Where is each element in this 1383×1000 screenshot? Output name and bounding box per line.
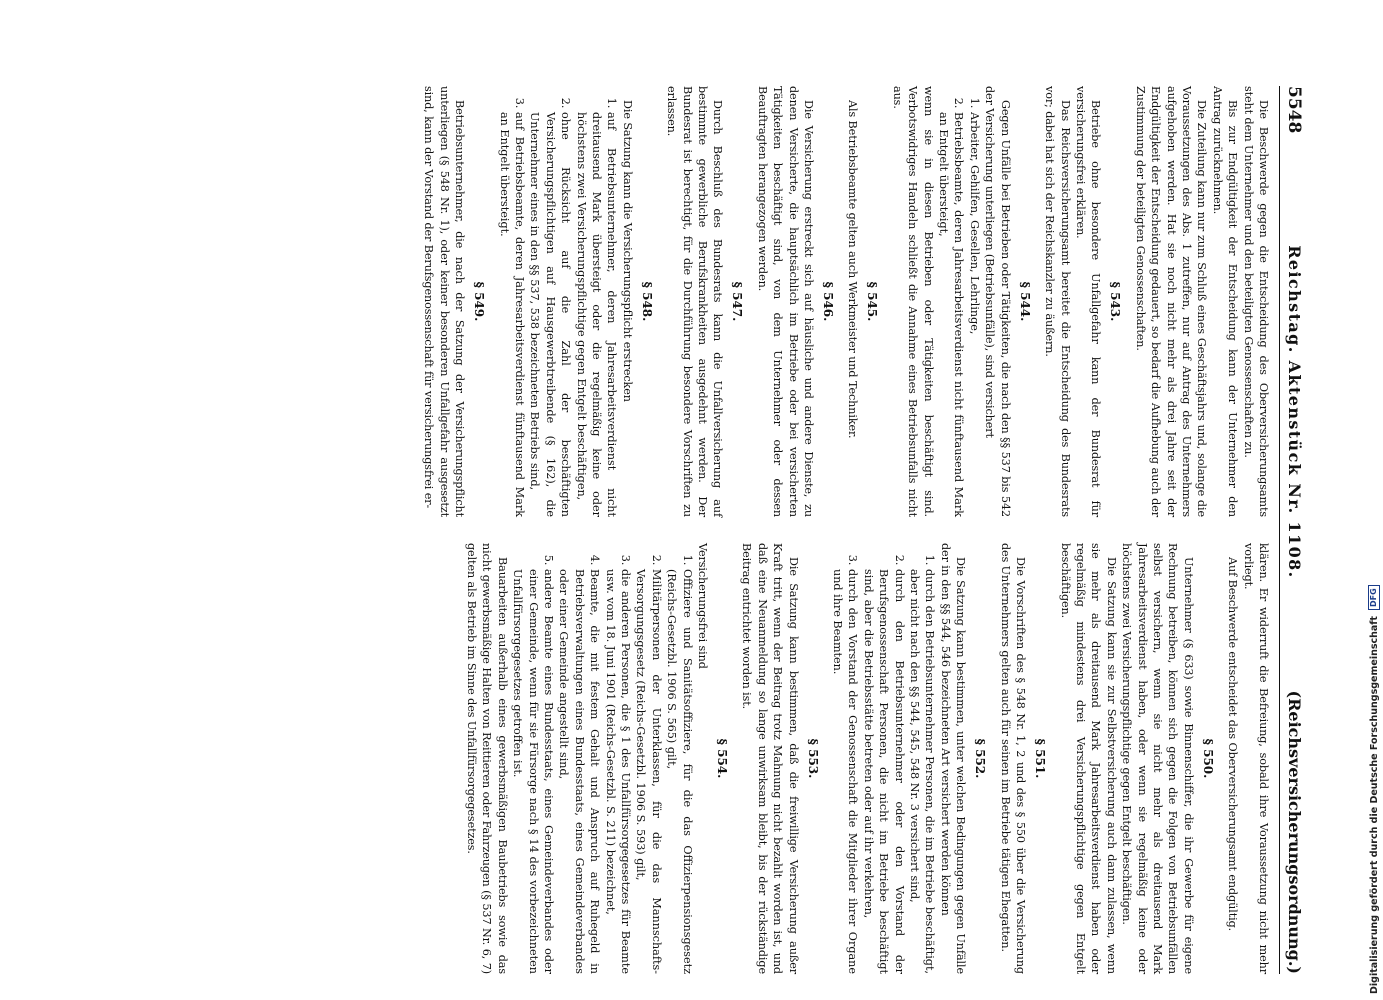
section-heading: § 553. — [805, 738, 820, 779]
dfg-logo: DFG — [1368, 585, 1380, 610]
paragraph: Das Reichsversicherungsamt bereitet die Entscheidung des Bundesrats vor; dabei hat sich der Reichskanzler zu äußern. — [1043, 86, 1072, 517]
paragraph: Die Satzung kann die Versicherungspflicht erstrecken — [620, 100, 634, 402]
section-heading: § 548. — [639, 281, 654, 322]
enumerated-list — [830, 543, 938, 974]
paragraph: Bis zur Endgültigkeit der Entscheidung kann der Unternehmer den Antrag zurücknehmen. — [1210, 86, 1240, 517]
paragraph: wenn sie in diesen Betrieben oder Tätigkeiten beschäftigt sind. Verbotswidriges Handeln schließt die Annahme eines Betriebsunfalls nicht aus. — [890, 86, 935, 517]
section-heading: § 544. — [1017, 281, 1032, 322]
list-item: 5. andere Beamte eines Bundesstaats, eines Gemeindeverbandes oder einer Gemeinde, wenn für sie Fürsorge nach § 14 des vorbezeichneten Unfallfürsorgegesetzes getroffen ist. — [510, 569, 556, 974]
digitization-footer — [1368, 585, 1380, 994]
paragraph: Betriebe ohne besondere Unfallgefahr kann der Bundesrat für versicherungsfrei erklären. — [1073, 86, 1103, 517]
paragraph: Die Zuteilung kann nur zum Schluß eines Geschäftsjahrs und, solange die Voraussetzungen des Abs. 1 zutreffen, nur auf Antrag des Unternehmers aufgehoben werden. Hat sie noch nicht mehr als drei Jahre seit der Endgültigkeit der Entscheidung gedauert, so bedarf die Aufhebung auch der Zustimmung der beteiligten Genossenschaften. — [1133, 86, 1209, 517]
list-item: 2. durch den Betriebsunternehmer oder den Vorstand der Berufsgenossenschaft Personen, die nicht im Betriebe beschäftigt sind, aber die Betriebsstätte betreten oder auf ihr verkehren, — [860, 569, 906, 974]
paragraph: Gegen Unfälle bei Betrieben oder Tätigkeiten, die nach den §§ 537 bis 542 der Versicherung unterliegen (Betriebsunfälle), sind versichert — [983, 86, 1012, 517]
list-item: 2. Militärpersonen der Unterklassen, für die das Mannschafts-Versorgungsgesetz (Reichs-Gesetzbl. 1906 S. 593) gilt, — [633, 569, 664, 974]
document-page — [56, 60, 1306, 1000]
section-heading: § 550. — [1200, 738, 1215, 779]
section-heading: § 554. — [715, 738, 730, 779]
footer-text: Digitalisierung gefördert durch die Deutsche Forschungsgemeinschaft — [1368, 616, 1380, 994]
list-item: 3. auf Betriebsbeamte, deren Jahresarbeitsverdienst fünftausend Mark an Entgelt übersteigt. — [496, 112, 527, 517]
page-number: 5548 — [1284, 86, 1304, 134]
section-heading: § 543. — [1108, 281, 1123, 322]
page-title: Reichstag. Aktenstück Nr. 1108. — [1285, 245, 1304, 579]
paragraph: klären. Er widerruft die Befreiung, sobald ihre Voraussetzung nicht mehr vorliegt. — [1241, 543, 1270, 974]
paragraph: Betriebsunternehmer, die nach der Satzung der Versicherungspflicht unterliegen (§ 548 Nr. 1), oder keiner besonderen Unfallgefahr ausgesetzt sind, kann der Vorstand der Berufsgenossenschaft für versicherungsfrei er- — [422, 86, 467, 517]
section-heading: § 551. — [1033, 738, 1048, 779]
section-heading: § 547. — [730, 281, 745, 322]
paragraph: Die Versicherung erstreckt sich auf häusliche und andere Dienste, zu denen Versicherte, die hauptsächlich im Betriebe oder bei versicherten Tätigkeiten beschäftigt sind, von dem Unternehmer oder dessen Beauftragten herangezogen werden. — [755, 86, 816, 517]
list-item: 4. Beamte, die mit festem Gehalt und Anspruch auf Ruhegeld in Betriebsverwaltungen eines Bundesstaats, eines Gemeindeverbandes oder einer Gemeinde angestellt sind, — [556, 569, 602, 974]
list-item: 1. Arbeiter, Gehilfen, Gesellen, Lehrlinge, — [967, 112, 982, 517]
paragraph: Als Betriebsbeamte gelten auch Werkmeister und Techniker. — [846, 100, 860, 439]
enumerated-list — [510, 543, 695, 974]
section-heading: § 546. — [821, 281, 836, 322]
list-item: 1. durch den Betriebsunternehmer Personen, die im Betriebe beschäftigt, aber nicht nach den §§ 544, 545, 548 Nr. 3 versichert sind, — [907, 569, 938, 974]
text-columns — [421, 86, 1271, 974]
list-item: 3. durch den Vorstand der Genossenschaft die Mitglieder ihrer Organe und ihre Beamten. — [830, 569, 861, 974]
list-item: 1. auf Betriebsunternehmer, deren Jahresarbeitsverdienst nicht dreitausend Mark übersteigt oder die regelmäßig keine oder höchstens zwei Versicherungspflichtige gegen Entgelt beschäftigen, — [573, 112, 619, 517]
paragraph: Bauarbeiten außerhalb eines gewerbsmäßigen Baubetriebs sowie das nicht gewerbsmäßige Halten von Reittieren oder Fahrzeugen (§ 537 Nr. 6, 7) gelten als Betrieb im Sinne des Unfallfürsorgegesetzes. — [464, 543, 509, 974]
paragraph: Unternehmer (§ 633) sowie Binnenschiffer, die ihr Gewerbe für eigene Rechnung betreiben, können sich gegen die Folgen von Betriebsunfällen selbst versichern, wenn sie nicht mehr als dreitausend Mark Jahresarbeitsverdienst haben, oder wenn sie regelmäßig keine oder höchstens zwei Versicherungspflichtige gegen Entgelt beschäftigen. — [1120, 543, 1195, 974]
enumerated-list — [496, 86, 619, 517]
list-item: 3. die anderen Personen, die § 1 des Unfallfürsorgegesetzes für Beamte usw. vom 18. Juni 1901 (Reichs-Gesetzbl. S. 211) bezeichnet, — [602, 569, 633, 974]
section-heading: § 549. — [472, 281, 487, 322]
paragraph: Die Satzung kann bestimmen, daß die freiwillige Versicherung außer Kraft tritt, wenn der Beitrag trotz Mahnung nicht bezahlt worden ist, und daß eine Neuanmeldung so lange unwirksam bleibt, bis der rückständige Beitrag entrichtet worden ist. — [740, 543, 800, 974]
enumerated-list — [936, 86, 982, 517]
paragraph: Durch Beschluß des Bundesrats kann die Unfallversicherung auf bestimmte gewerbliche Berufskrankheiten ausgedehnt werden. Der Bundesrat ist berechtigt, für die Durchführung besondere Vorschriften zu erlassen. — [665, 86, 725, 517]
page-header — [1279, 86, 1306, 974]
list-item: 2. Betriebsbeamte, deren Jahresarbeitsverdienst nicht fünftausend Mark an Entgelt übersteigt, — [936, 112, 967, 517]
paragraph: Die Satzung kann sie zur Selbstversicherung auch dann zulassen, wenn sie mehr als dreitausend Mark Jahresarbeitsverdienst haben oder regelmäßig mindestens drei Versicherungspflichtige gegen Entgelt beschäftigen. — [1058, 543, 1118, 974]
section-heading: § 552. — [973, 738, 988, 779]
left-column — [421, 86, 1271, 517]
paragraph: Versicherungsfrei sind — [696, 543, 710, 669]
paragraph: Die Satzung kann bestimmen, unter welchen Bedingungen gegen Unfälle der in den §§ 544, 546 bezeichneten Art versichert werden können — [938, 543, 968, 974]
section-heading: § 545. — [865, 281, 880, 322]
right-column — [421, 543, 1271, 974]
paragraph: Die Vorschriften des § 548 Nr. 1, 2 und des § 550 über die Versicherung des Unternehmers gelten auch für seinen im Betriebe tätigen Ehegatten. — [998, 543, 1028, 974]
paragraph: Auf Beschwerde entscheidet das Oberversicherungsamt endgültig. — [1226, 557, 1240, 932]
list-item: 2. ohne Rücksicht auf die Zahl der beschäftigten Versicherungspflichtigen auf Hausgewerbtreibende (§ 162), die Unternehmer eines in den §§ 537, 538 bezeichneten Betriebs sind, — [527, 112, 573, 517]
list-item: 1. Offiziere und Sanitätsoffiziere, für die das Offizierpensionsgesetz (Reichs-Gesetzbl. 1906 S. 565) gilt, — [664, 569, 695, 974]
page-subtitle: (Reichsversicherungsordnung.) — [1285, 690, 1304, 974]
paragraph: Die Beschwerde gegen die Entscheidung des Oberversicherungsamts steht dem Unternehmer und den beteiligten Genossenschaften zu. — [1241, 86, 1270, 517]
